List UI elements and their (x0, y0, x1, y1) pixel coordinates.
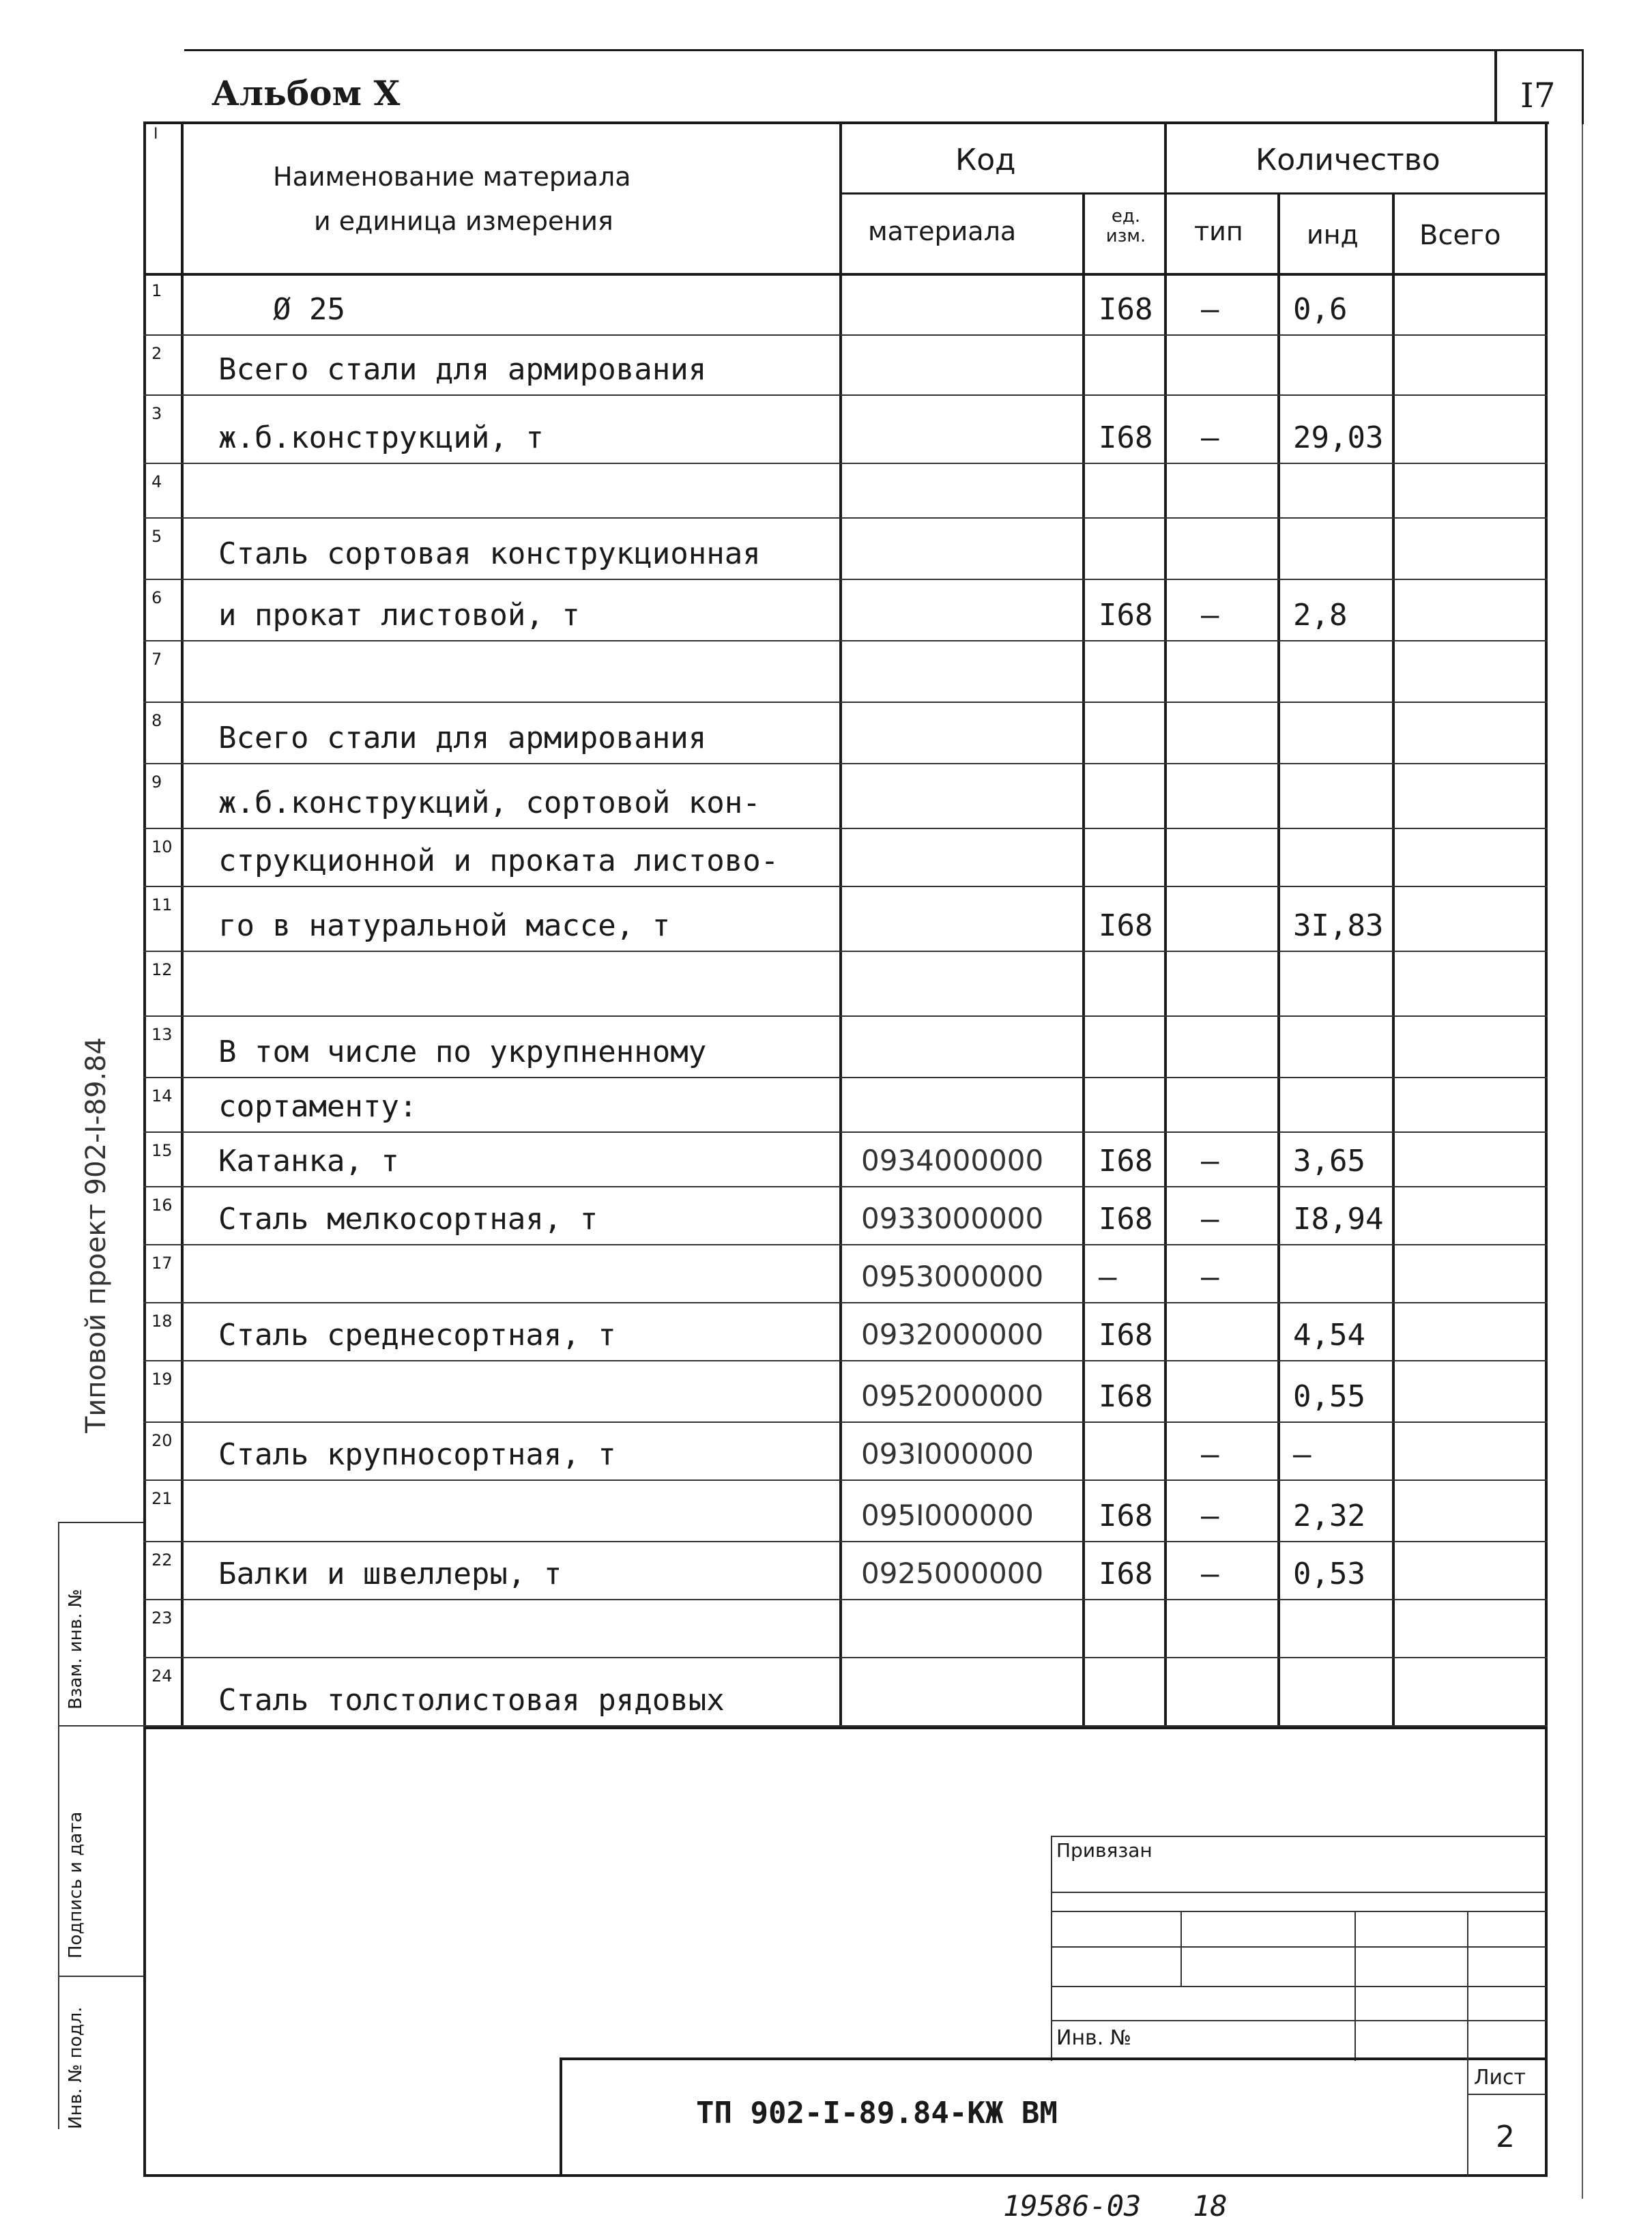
header-code-material: материала (868, 216, 1017, 246)
row-divider (143, 463, 1548, 464)
row-divider (143, 517, 1548, 519)
row-material-name: го в натуральной массе, т (218, 908, 671, 943)
header-quantity: Количество (1256, 143, 1440, 177)
row-material-name: Сталь толстолистовая рядовых (218, 1683, 725, 1718)
row-number: 23 (151, 1608, 173, 1628)
row-divider (143, 579, 1548, 580)
row-typ: – (1201, 1202, 1219, 1237)
row-typ: – (1201, 1260, 1219, 1295)
row-divider (143, 1599, 1548, 1600)
side-stamp-line-3 (58, 1976, 143, 1977)
row-typ: – (1201, 1437, 1219, 1472)
album-title: Альбом X (212, 73, 401, 113)
col-div-code (1082, 192, 1085, 1729)
stamp-privyazan: Привязан (1056, 1839, 1153, 1862)
row-material-name: сортаменту: (218, 1089, 418, 1124)
footer-note: 19586-03 18 (1003, 2189, 1228, 2223)
row-code: 093I000000 (861, 1437, 1034, 1471)
row-material-name: ж.б.конструкций, сортовой кон- (218, 785, 761, 820)
row-unit: I68 (1099, 1379, 1153, 1414)
row-divider (143, 828, 1548, 829)
col-div-typ (1277, 192, 1280, 1729)
stamp-col-3 (1467, 1911, 1468, 2061)
sheet-number: 2 (1496, 2120, 1515, 2154)
row-number: 20 (151, 1431, 173, 1450)
row-ind: 2,8 (1293, 598, 1348, 633)
row-number: 14 (151, 1086, 173, 1106)
row-unit: I68 (1099, 1144, 1153, 1179)
row-code: 0952000000 (861, 1379, 1044, 1413)
table-top-line (143, 121, 1549, 124)
side-stamp-line-1 (58, 1522, 143, 1523)
row-unit: I68 (1099, 292, 1153, 327)
row-unit: I68 (1099, 908, 1153, 943)
row-divider (143, 334, 1548, 336)
row-unit: I68 (1099, 598, 1153, 633)
title-block-sheet-line (1467, 2094, 1546, 2095)
row-number: 5 (151, 527, 162, 546)
row-divider (143, 394, 1548, 396)
row-number: 8 (151, 711, 162, 730)
row-code: 0925000000 (861, 1557, 1044, 1590)
row-material-name: Балки и швеллеры, т (218, 1557, 562, 1591)
header-rownum: I (154, 126, 158, 143)
row-material-name: Всего стали для армирования (218, 352, 707, 387)
row-code: 0934000000 (861, 1144, 1044, 1177)
row-number: 6 (151, 588, 162, 607)
row-number: 12 (151, 960, 173, 979)
right-margin-line (1582, 124, 1583, 2199)
row-material-name: Сталь сортовая конструкционная (218, 536, 761, 571)
top-frame-line (184, 49, 1583, 51)
row-ind: 0,6 (1293, 292, 1348, 327)
row-number: 16 (151, 1196, 173, 1215)
frame-left (143, 121, 146, 2176)
row-unit: I68 (1099, 1557, 1153, 1591)
header-bottom-line (143, 273, 1548, 276)
page-corner-number: I7 (1520, 76, 1556, 115)
row-ind: 3I,83 (1293, 908, 1384, 943)
row-typ: – (1201, 420, 1219, 455)
row-ind: 0,53 (1293, 1557, 1365, 1591)
header-code-unit: ед. изм. (1105, 206, 1146, 246)
row-number: 22 (151, 1550, 173, 1570)
header-code: Код (955, 143, 1016, 177)
row-divider (143, 886, 1548, 887)
row-number: 11 (151, 895, 173, 914)
col-div-ind (1392, 192, 1395, 1729)
stamp-line-5 (1051, 2020, 1546, 2021)
header-name-line1: Наименование материала (273, 162, 631, 192)
row-material-name: Сталь крупносортная, т (218, 1437, 616, 1472)
side-stamp-line-2 (58, 1725, 143, 1727)
row-divider (143, 1244, 1548, 1245)
row-divider (143, 1186, 1548, 1187)
row-number: 2 (151, 344, 162, 363)
stamp-inv-no: Инв. № (1056, 2026, 1132, 2050)
row-material-name: Ø 25 (273, 292, 345, 327)
header-sub-line (839, 192, 1546, 194)
row-divider (143, 1479, 1548, 1481)
row-typ: – (1201, 1557, 1219, 1591)
title-block-sheet-divider (1467, 2057, 1468, 2176)
stamp-line-1 (1051, 1892, 1546, 1893)
row-ind: 4,54 (1293, 1318, 1365, 1353)
row-unit: I68 (1099, 1318, 1153, 1353)
row-material-name: В том числе по укрупненному (218, 1035, 707, 1069)
row-unit: I68 (1099, 420, 1153, 455)
row-typ: – (1201, 292, 1219, 327)
title-block-left (560, 2057, 562, 2176)
document-code: ТП 902-I-89.84-КЖ ВМ (696, 2096, 1058, 2131)
row-ind: I8,94 (1293, 1202, 1384, 1237)
col-div-unit (1164, 121, 1167, 1729)
title-block-top (560, 2057, 1548, 2060)
row-material-name: и прокат листовой, т (218, 598, 580, 633)
row-material-name: Всего стали для армирования (218, 721, 707, 755)
row-divider (143, 1077, 1548, 1078)
row-divider (143, 951, 1548, 952)
row-unit: I68 (1099, 1499, 1153, 1533)
row-unit: I68 (1099, 1202, 1153, 1237)
stamp-col-1 (1180, 1911, 1182, 1986)
row-number: 15 (151, 1141, 173, 1160)
row-number: 7 (151, 650, 162, 669)
right-frame-top (1582, 49, 1584, 124)
row-number: 10 (151, 837, 173, 856)
row-material-name: Катанка, т (218, 1144, 399, 1179)
stamp-left-border (1051, 1836, 1052, 2061)
row-divider (143, 763, 1548, 764)
row-number: 1 (151, 281, 162, 300)
header-name-line2: и единица измерения (314, 206, 613, 236)
row-divider (143, 1541, 1548, 1542)
row-code: 095I000000 (861, 1499, 1034, 1532)
row-number: 3 (151, 404, 162, 423)
row-ind: 0,55 (1293, 1379, 1365, 1414)
row-unit: – (1099, 1260, 1117, 1295)
row-code: 0953000000 (861, 1260, 1044, 1293)
header-qty-typ: тип (1194, 216, 1243, 246)
row-divider (143, 1302, 1548, 1303)
row-number: 17 (151, 1254, 173, 1273)
side-label-vzam: Взам. инв. № (66, 1589, 86, 1709)
table-bottom-line (143, 1727, 1548, 1729)
side-stamp-border (58, 1522, 59, 2129)
side-label-podpis: Подпись и дата (66, 1811, 86, 1959)
row-number: 19 (151, 1370, 173, 1389)
row-divider (143, 1015, 1548, 1017)
row-code: 0932000000 (861, 1318, 1044, 1351)
row-divider (143, 640, 1548, 641)
stamp-top-line (1051, 1836, 1546, 1837)
corner-box-divider (1494, 49, 1497, 124)
header-qty-ind: инд (1307, 220, 1359, 250)
row-divider (143, 1421, 1548, 1423)
row-number: 24 (151, 1666, 173, 1686)
row-divider (143, 702, 1548, 703)
stamp-line-4 (1051, 1986, 1546, 1987)
stamp-line-3 (1051, 1946, 1546, 1948)
col-div-name (839, 121, 842, 1729)
row-number: 9 (151, 772, 162, 792)
row-code: 0933000000 (861, 1202, 1044, 1235)
row-typ: – (1201, 598, 1219, 633)
row-number: 4 (151, 472, 162, 491)
row-typ: – (1201, 1144, 1219, 1179)
row-number: 18 (151, 1312, 173, 1331)
row-typ: – (1201, 1499, 1219, 1533)
row-ind: 3,65 (1293, 1144, 1365, 1179)
row-divider (143, 1131, 1548, 1133)
frame-bottom (143, 2174, 1548, 2177)
row-number: 21 (151, 1489, 173, 1508)
row-number: 13 (151, 1025, 173, 1044)
header-qty-total: Всего (1419, 220, 1501, 251)
frame-right (1545, 121, 1548, 2176)
row-material-name: Сталь среднесортная, т (218, 1318, 616, 1353)
row-material-name: ж.б.конструкций, т (218, 420, 544, 455)
stamp-col-2 (1354, 1911, 1356, 2061)
side-label-inv-podl: Инв. № подл. (66, 2006, 86, 2129)
row-divider (143, 1360, 1548, 1361)
row-material-name: Сталь мелкосортная, т (218, 1202, 598, 1237)
stamp-line-2 (1051, 1911, 1546, 1912)
row-ind: 29,03 (1293, 420, 1384, 455)
row-divider (143, 1657, 1548, 1658)
col-div-num (181, 121, 184, 1729)
sheet-label: Лист (1474, 2066, 1526, 2090)
row-ind: – (1293, 1437, 1312, 1472)
side-label-project: Типовой проект 902-I-89.84 (81, 1037, 112, 1433)
row-material-name: струкционной и проката листово- (218, 843, 779, 878)
row-ind: 2,32 (1293, 1499, 1365, 1533)
